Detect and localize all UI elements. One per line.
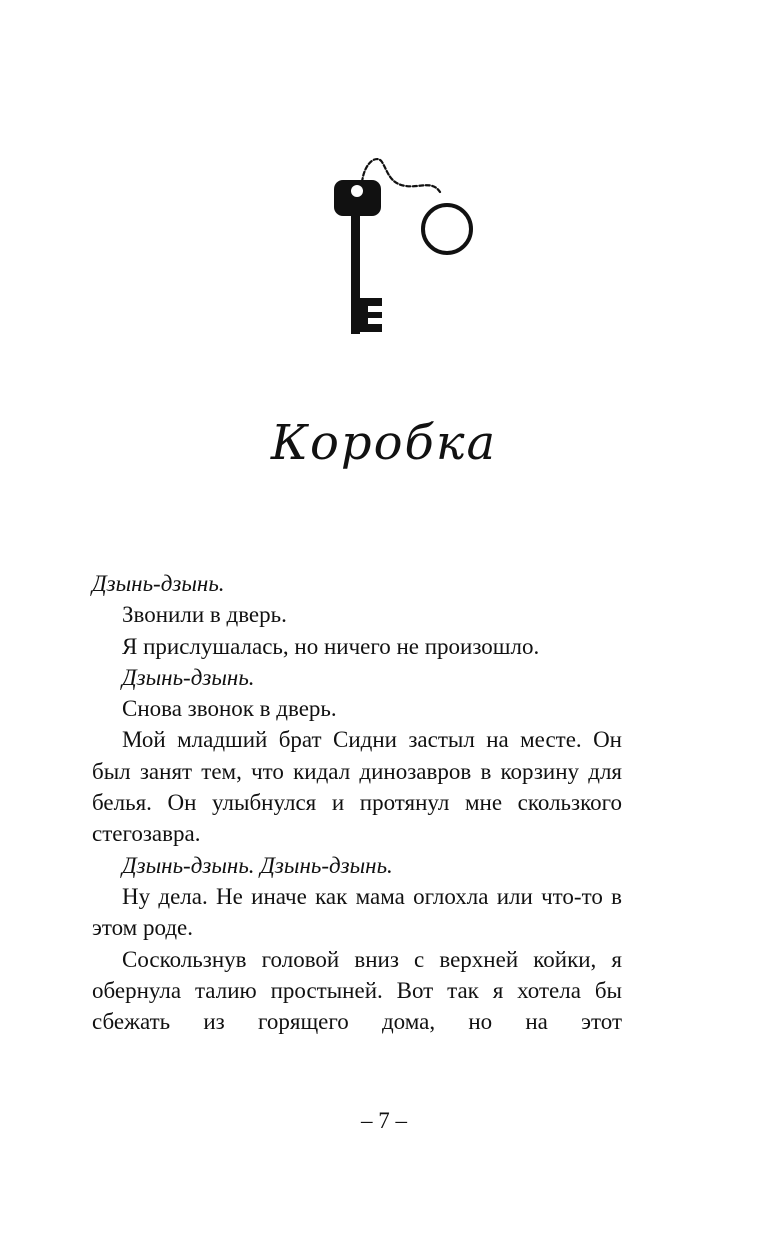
paragraph: Звонили в дверь. [122, 602, 287, 628]
paragraph: Мой младший брат Сидни застыл на месте. Он был занят тем, что кидал динозавров в корзину для белья. Он улыбнулся и протянул мне скользкого стегозавра. [92, 727, 622, 847]
paragraph: Ну дела. Не иначе как мама оглохла или что-то в этом роде. [92, 883, 622, 941]
paragraph: Дзынь-дзынь. [92, 571, 225, 596]
paragraph: Дзынь-дзынь. [122, 664, 255, 690]
chapter-title: Коробка [270, 415, 498, 471]
paragraph: Дзынь-дзынь. Дзынь-дзынь. [122, 852, 393, 878]
paragraph: Соскользнув головой вниз с верхней койки, я обернула талию простыней. Вот так я хотела бы сбежать из горящего дома, но на этот [92, 946, 622, 1035]
body-text [92, 568, 622, 1037]
paragraph: Снова звонок в дверь. [122, 696, 337, 722]
key-with-ring-icon [320, 150, 490, 340]
paragraph: Я прислушалась, но ничего не произошло. [122, 633, 540, 659]
page-number: – 7 – [361, 1108, 407, 1133]
